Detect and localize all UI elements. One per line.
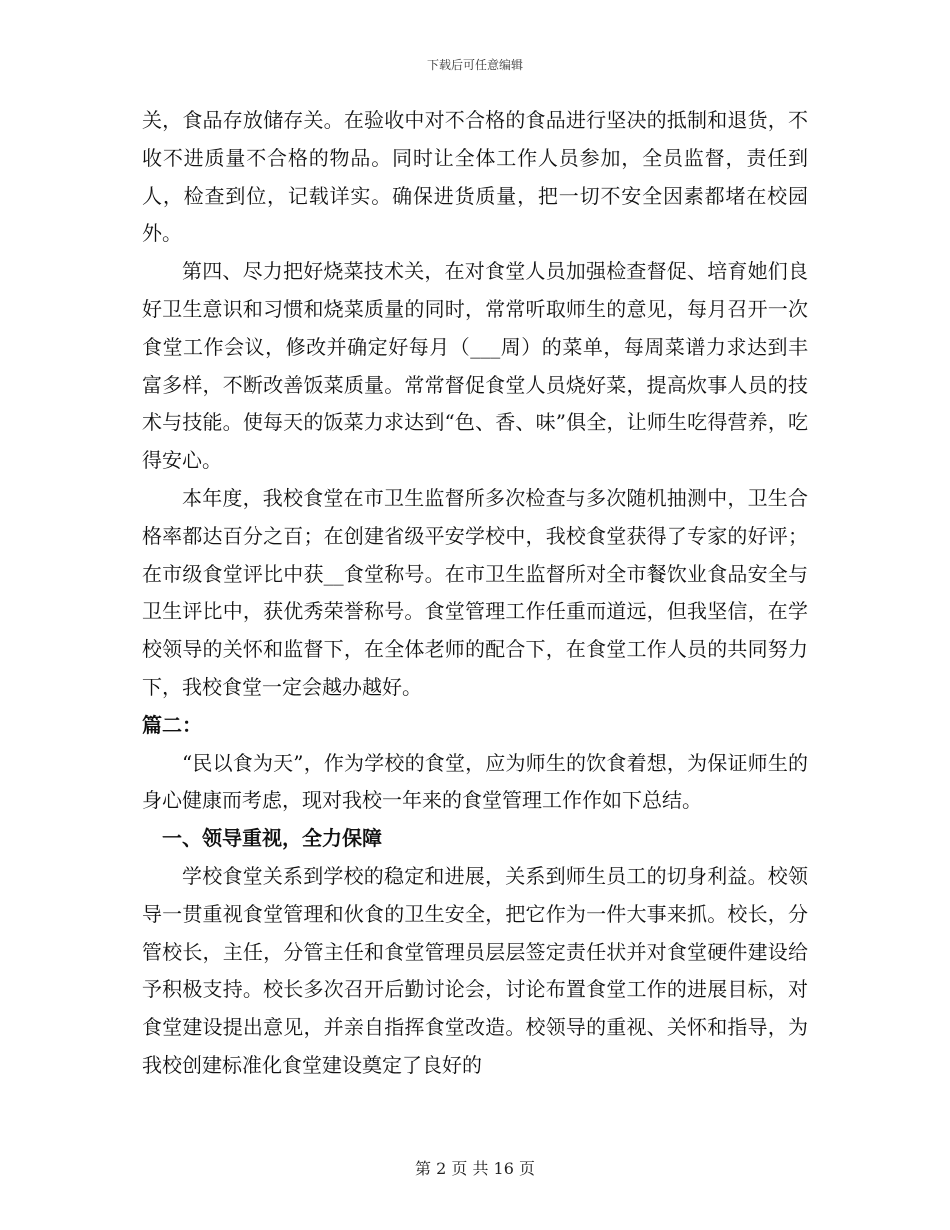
paragraph-continuation: 关，食品存放储存关。在验收中对不合格的食品进行坚决的抵制和退货，不收不进质量不合格的物品。同时让全体工作人员参加，全员监督，责任到人，检查到位，记载详实。确保进货质量，把一切不安全因素都堵在校园外。 xyxy=(142,108,808,246)
subheading-leadership: 一、领导重视，全力保障 xyxy=(162,826,382,851)
paragraph-annual-results: 本年度，我校食堂在市卫生监督所多次检查与多次随机抽测中，卫生合格率都达百分之百；在创建省级平安学校中，我校食堂获得了专家的好评；在市级食堂评比中获__食堂称号。在市卫生监督所对全市餐饮业食品安全与卫生评比中，获优秀荣誉称号。食堂管理工作任重而道远，但我坚信，在学校领导的关怀和监督下，在全体老师的配合下，在食堂工作人员的共同努力下，我校食堂一定会越办越好。 xyxy=(142,485,808,699)
page-number: 第 2 页 共 16 页 xyxy=(415,1159,535,1178)
document-body xyxy=(142,102,808,1085)
paragraph-cooking-technique: 第四、尽力把好烧菜技术关，在对食堂人员加强检查督促、培育她们良好卫生意识和习惯和烧菜质量的同时，常常听取师生的意见，每月召开一次食堂工作会议，修改并确定好每月（___周）的菜单，每周菜谱力求达到丰富多样，不断改善饭菜质量。常常督促食堂人员烧好菜，提高炊事人员的技术与技能。使每天的饭菜力求达到“色、香、味”俱全，让师生吃得营养，吃得安心。 xyxy=(142,259,808,473)
paragraph-leadership: 学校食堂关系到学校的稳定和进展，关系到师生员工的切身利益。校领导一贯重视食堂管理和伙食的卫生安全，把它作为一件大事来抓。校长，分管校长，主任，分管主任和食堂管理员层层签定责任状并对食堂硬件建设给予积极支持。校长多次召开后勤讨论会，讨论布置食堂工作的进展目标，对食堂建设提出意见，并亲自指挥食堂改造。校领导的重视、关怀和指导，为我校创建标准化食堂建设奠定了良好的 xyxy=(142,863,808,1077)
page-header: 下载后可任意编辑 xyxy=(426,58,523,72)
section-title: 篇二： xyxy=(142,712,202,737)
paragraph-introduction: “民以食为天”，作为学校的食堂，应为师生的饮食着想，为保证师生的身心健康而考虑，现对我校一年来的食堂管理工作作如下总结。 xyxy=(142,750,808,813)
